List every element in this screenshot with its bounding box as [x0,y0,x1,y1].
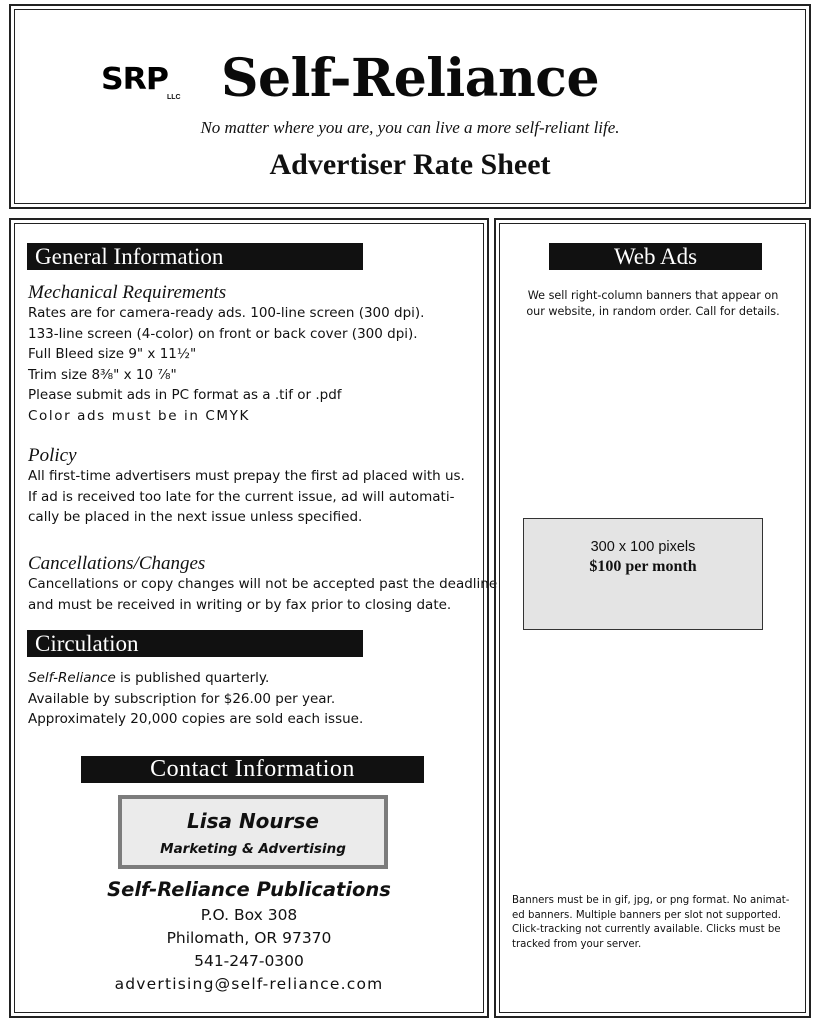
web-ads-heading: Web Ads [549,243,762,270]
mechanical-line: Full Bleed size 9" x 11½" [28,346,197,362]
web-ads-footer-line: ed banners. Multiple banners per slot not supported. [512,909,781,921]
srp-logo [101,62,183,106]
contact-card [118,795,388,869]
policy-line: If ad is received too late for the current issue, ad will automati- [28,488,455,505]
policy-line: All first-time advertisers must prepay the first ad placed with us. [28,468,465,484]
tagline: No matter where you are, you can live a more self-reliant life. [200,118,620,137]
web-ads-footer [512,894,800,952]
circulation-line: Available by subscription for $26.00 per year. [28,690,336,707]
circulation-line [28,668,363,689]
web-ads-intro [510,288,796,319]
mechanical-line: 133-line screen (4-color) on front or back cover (300 dpi). [28,325,418,342]
circulation-line-rest: is published quarterly. [115,670,270,686]
web-ads-footer-line: Click-tracking not currently available. Clicks must be [512,924,781,935]
publication-name: Self-Reliance [28,670,116,686]
cancellations-title: Cancellations/Changes [28,553,206,574]
circulation-heading: Circulation [27,630,363,657]
web-ads-footer-line: Banners must be in gif, jpg, or png format. No animat- [512,895,790,906]
mechanical-requirements-text [28,303,424,426]
page-title: Advertiser Rate Sheet [269,148,551,181]
po-box: P.O. Box 308 [200,906,298,924]
web-ads-intro-line: our website, in random order. Call for details. [526,304,780,318]
mechanical-line: Please submit ads in PC format as a .tif or .pdf [28,387,342,403]
banner-price: $100 per month [589,558,697,575]
web-ads-intro-line: We sell right-column banners that appear on [527,289,779,302]
general-information-heading: General Information [27,243,363,270]
banner-size: 300 x 100 pixels [590,539,696,555]
company-name: Self-Reliance Publications [107,878,391,901]
brand-title: Self-Reliance [221,48,600,109]
city-state-zip: Philomath, OR 97370 [166,929,332,947]
contact-role: Marketing & Advertising [160,841,346,857]
cancellations-line: Cancellations or copy changes will not be accepted past the deadline [28,576,498,592]
contact-address [11,904,487,996]
policy-line: cally be placed in the next issue unless specified. [28,509,363,525]
left-column-panel [9,218,498,1018]
cancellations-text [28,574,497,615]
mechanical-line: Rates are for camera-ready ads. 100-line screen (300 dpi). [28,305,425,321]
policy-text [28,466,465,528]
logo-text: SRP [101,62,168,97]
circulation-text [28,668,363,730]
email-link[interactable]: advertising@self-reliance.com [114,975,384,993]
contact-name: Lisa Nourse [186,809,319,833]
cancellations-line: and must be received in writing or by fax prior to closing date. [28,596,452,613]
contact-information-heading: Contact Information [81,756,424,783]
banner-ad-sample [523,518,763,630]
right-column-panel [494,218,811,1018]
circulation-line: Approximately 20,000 copies are sold each issue. [28,711,364,727]
mechanical-requirements-title: Mechanical Requirements [28,282,227,303]
web-ads-footer-line: tracked from your server. [512,938,642,950]
header-panel [9,4,811,209]
logo-suffix: LLC [167,94,181,101]
mechanical-line: Trim size 8⅜" x 10 ⅞" [28,366,177,383]
phone-number: 541-247-0300 [194,952,304,970]
policy-title: Policy [28,445,77,466]
mechanical-line: Color ads must be in CMYK [28,407,250,424]
